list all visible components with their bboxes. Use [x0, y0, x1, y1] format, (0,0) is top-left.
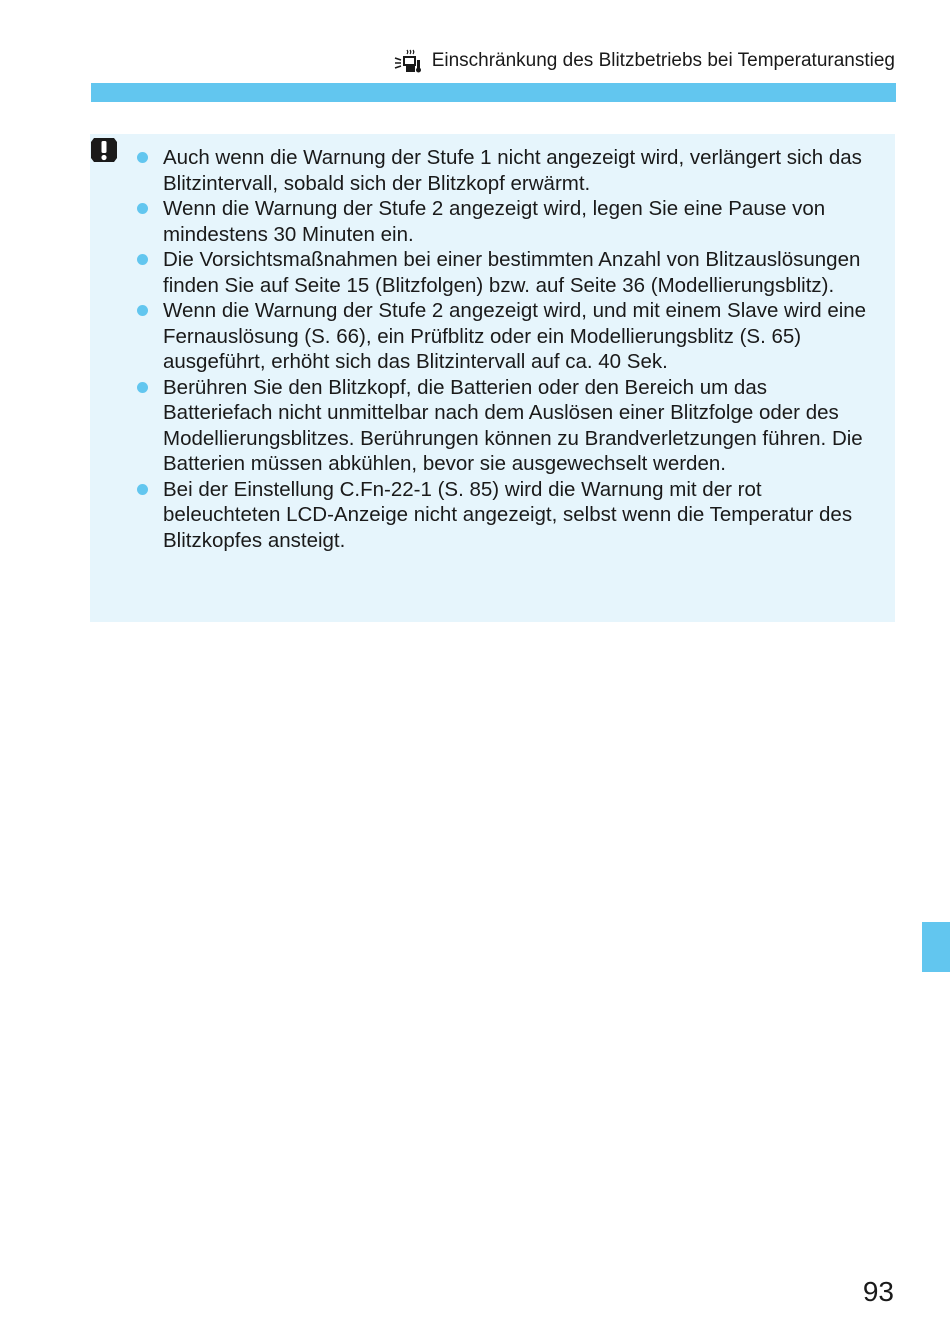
- list-item: [137, 477, 877, 554]
- bullet-icon: [137, 254, 148, 265]
- list-item: [137, 375, 877, 477]
- bullet-icon: [137, 382, 148, 393]
- list-item-text: Wenn die Warnung der Stufe 2 angezeigt wird, und mit einem Slave wird eine Fernauslösung (S. 66), ein Prüfblitz oder ein Modellierungsblitz (S. 65) ausgeführt, erhöht sich das Blitzintervall auf ca. 40 Sek.: [163, 299, 867, 373]
- chapter-tab: [922, 922, 950, 972]
- flash-heat-icon: [394, 48, 424, 74]
- header-bar: [91, 83, 896, 102]
- list-item: [137, 298, 877, 375]
- section-header: [394, 48, 895, 74]
- list-item-text: Auch wenn die Warnung der Stufe 1 nicht angezeigt wird, verlängert sich das Blitzintervall, sobald sich der Blitzkopf erwärmt.: [163, 146, 862, 195]
- bullet-icon: [137, 305, 148, 316]
- list-item-text: Wenn die Warnung der Stufe 2 angezeigt wird, legen Sie eine Pause von mindestens 30 Minuten ein.: [163, 197, 826, 246]
- caution-box: [90, 134, 895, 622]
- bullet-icon: [137, 152, 148, 163]
- list-item-text: Berühren Sie den Blitzkopf, die Batterien oder den Bereich um das Batteriefach nicht unmittelbar nach dem Auslösen einer Blitzfolge oder des Modellierungsblitzes. Berührungen können zu Brandverletzungen führen. Die Batterien müssen abkühlen, bevor sie ausgewechselt werden.: [163, 375, 863, 475]
- caution-list: [137, 145, 877, 553]
- list-item: [137, 196, 877, 247]
- bullet-icon: [137, 203, 148, 214]
- list-item: [137, 247, 877, 298]
- bullet-icon: [137, 484, 148, 495]
- page-number: 93: [862, 1276, 894, 1307]
- list-item-text: Bei der Einstellung C.Fn-22-1 (S. 85) wird die Warnung mit der rot beleuchteten LCD-Anzeige nicht angezeigt, selbst wenn die Temperatur des Blitzkopfes ansteigt.: [163, 477, 853, 552]
- list-item-text: Die Vorsichtsmaßnahmen bei einer bestimmten Anzahl von Blitzauslösungen finden Sie auf Seite 15 (Blitzfolgen) bzw. auf Seite 36 (Modellierungsblitz).: [163, 248, 861, 297]
- caution-icon: [90, 136, 118, 166]
- section-title: Einschränkung des Blitzbetriebs bei Temperaturanstieg: [431, 50, 895, 71]
- list-item: [137, 145, 877, 196]
